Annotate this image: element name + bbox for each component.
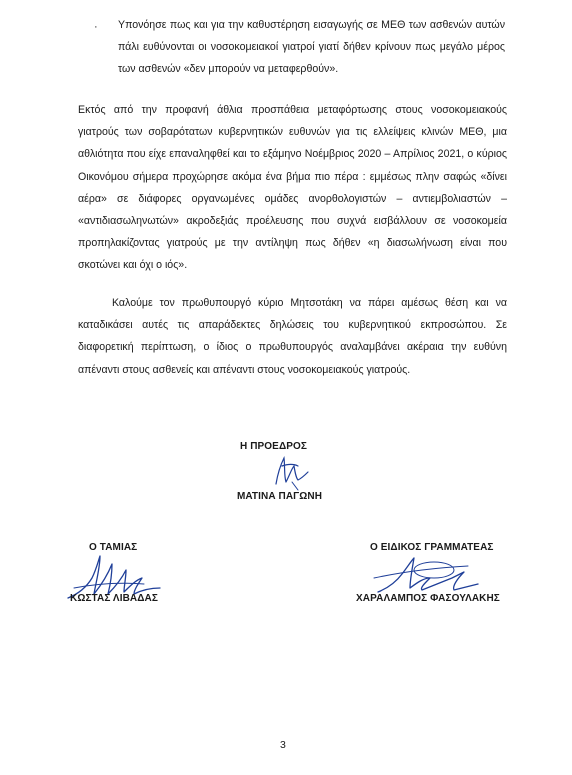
bullet-marker: · bbox=[94, 21, 98, 33]
president-title: Η ΠΡΟΕΔΡΟΣ bbox=[240, 441, 307, 452]
secretary-name: ΧΑΡΑΛΑΜΠΟΣ ΦΑΣΟΥΛΑΚΗΣ bbox=[356, 593, 500, 604]
treasurer-title: Ο ΤΑΜΙΑΣ bbox=[89, 542, 138, 553]
president-name: ΜΑΤΙΝΑ ΠΑΓΩΝΗ bbox=[237, 491, 323, 502]
treasurer-name: ΚΩΣΤΑΣ ΛΙΒΑΔΑΣ bbox=[70, 593, 158, 604]
paragraph-call-to-pm: Καλούμε τον πρωθυπουργό κύριο Μητσοτάκη να πάρει αμέσως θέση και να καταδικάσει αυτές τις απαράδεκτες δηλώσεις του κυβερνητικού εκπροσώπου. Σε διαφορετική περίπτωση, ο ίδιος ο πρωθυπουργός αναλαμβάνει ακέραια την ευθύνη απέναντι στους ασθενείς και απέναντι στους νοσοκομειακούς γιατρούς. bbox=[78, 297, 507, 376]
bullet-text: Υπονόησε πως και για την καθυστέρηση εισαγωγής σε ΜΕΘ των ασθενών αυτών πάλι ευθύνονται οι νοσοκομειακοί γιατροί γιατί δήθεν κρίνουν πως μεγάλο μέρος των ασθενών «δεν μπορούν να μεταφερθούν». bbox=[118, 19, 505, 75]
president-signature-image bbox=[268, 452, 318, 492]
page-number: 3 bbox=[280, 739, 286, 751]
secretary-title: Ο ΕΙΔΙΚΟΣ ΓΡΑΜΜΑΤΕΑΣ bbox=[370, 542, 494, 553]
paragraph-main: Εκτός από την προφανή άθλια προσπάθεια μεταφόρτωσης στους νοσοκομειακούς γιατρούς των σοβαρότατων κυβερνητικών ευθυνών για τις ελλείψεις κλινών ΜΕΘ, μια αθλιότητα που είχε επαναληφθεί και το εξάμηνο Νοέμβριος 2020 – Απρίλιος 2021, ο κύριος Οικονόμου σήμερα προχώρησε ακόμα ένα βήμα πιο πέρα : εμμέσως πλην σαφώς «δίνει αέρα» σε διάφορες οργανωμένες ομάδες ανορθολογιστών – αντιεμβολιαστών – «αντιδιασωληνωτών» ακροδεξιάς προέλευσης που συχνά εισβάλλουν σε νοσοκομεία προπηλακίζοντας γιατρούς με την αντίληψη πως δήθεν «η διασωλήνωση είναι που σκοτώνει και όχι ο ιός». bbox=[78, 104, 507, 272]
bullet-item bbox=[95, 14, 505, 80]
